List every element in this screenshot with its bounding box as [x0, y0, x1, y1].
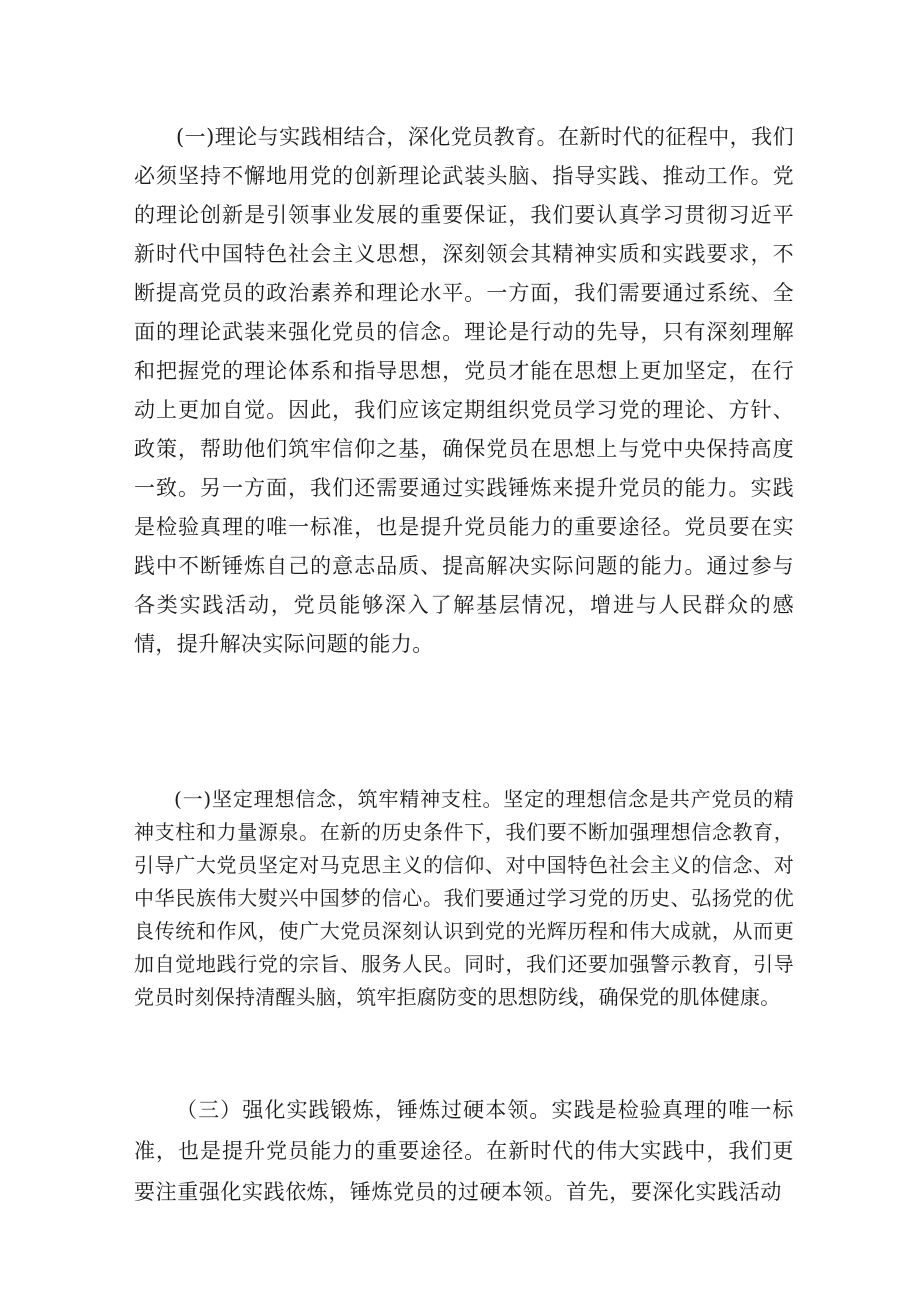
paragraph-ideals-beliefs: (一)坚定理想信念，筑牢精神支柱。坚定的理想信念是共产党员的精神支柱和力量源泉。在新的历史条件下，我们要不断加强理想信念教育，引导广大党员坚定对马克思主义的信仰、对中国特色社会主义的信念、对中华民族伟大熨兴中国梦的信心。我们要通过学习党的历史、弘扬党的优良传统和作风，使广大党员深刻认识到党的光辉历程和伟大成就，从而更加自觉地践行党的宗旨、服务人民。同时，我们还要加强警示教育，引导党员时刻保持清醒头脑，筑牢拒腐防变的思想防线，确保党的肌体健康。	[134, 787, 794, 1009]
paragraph-practice-training: （三）强化实践锻炼，锤炼过硬本领。实践是检验真理的唯一标准，也是提升党员能力的重要途径。在新时代的伟大实践中，我们更要注重强化实践依炼，锤炼党员的过硬本领。首先，要深化实践活动	[134, 1098, 794, 1204]
paragraph-theory-practice: (一)理论与实践相结合，深化党员教育。在新时代的征程中，我们必须坚持不懈地用党的创新理论武装头脑、指导实践、推动工作。党的理论创新是引领事业发展的重要保证，我们要认真学习贯彻习近平新时代中国特色社会主义思想，深刻领会其精神实质和实践要求，不断提高党员的政治素养和理论水平。一方面，我们需要通过系统、全面的理论武装来强化党员的信念。理论是行动的先导，只有深刻理解和把握党的理论体系和指导思想，党员才能在思想上更加坚定，在行动上更加自觉。因此，我们应该定期组织党员学习党的理论、方针、政策，帮助他们筑牢信仰之基，确保党员在思想上与党中央保持高度一致。另一方面，我们还需要通过实践锤炼来提升党员的能力。实践是检验真理的唯一标准，也是提升党员能力的重要途径。党员要在实践中不断锤炼自己的意志品质、提高解决实际问题的能力。通过参与各类实践活动，党员能够深入了解基层情况，增进与人民群众的感情，提升解决实际问题的能力。	[134, 125, 794, 656]
